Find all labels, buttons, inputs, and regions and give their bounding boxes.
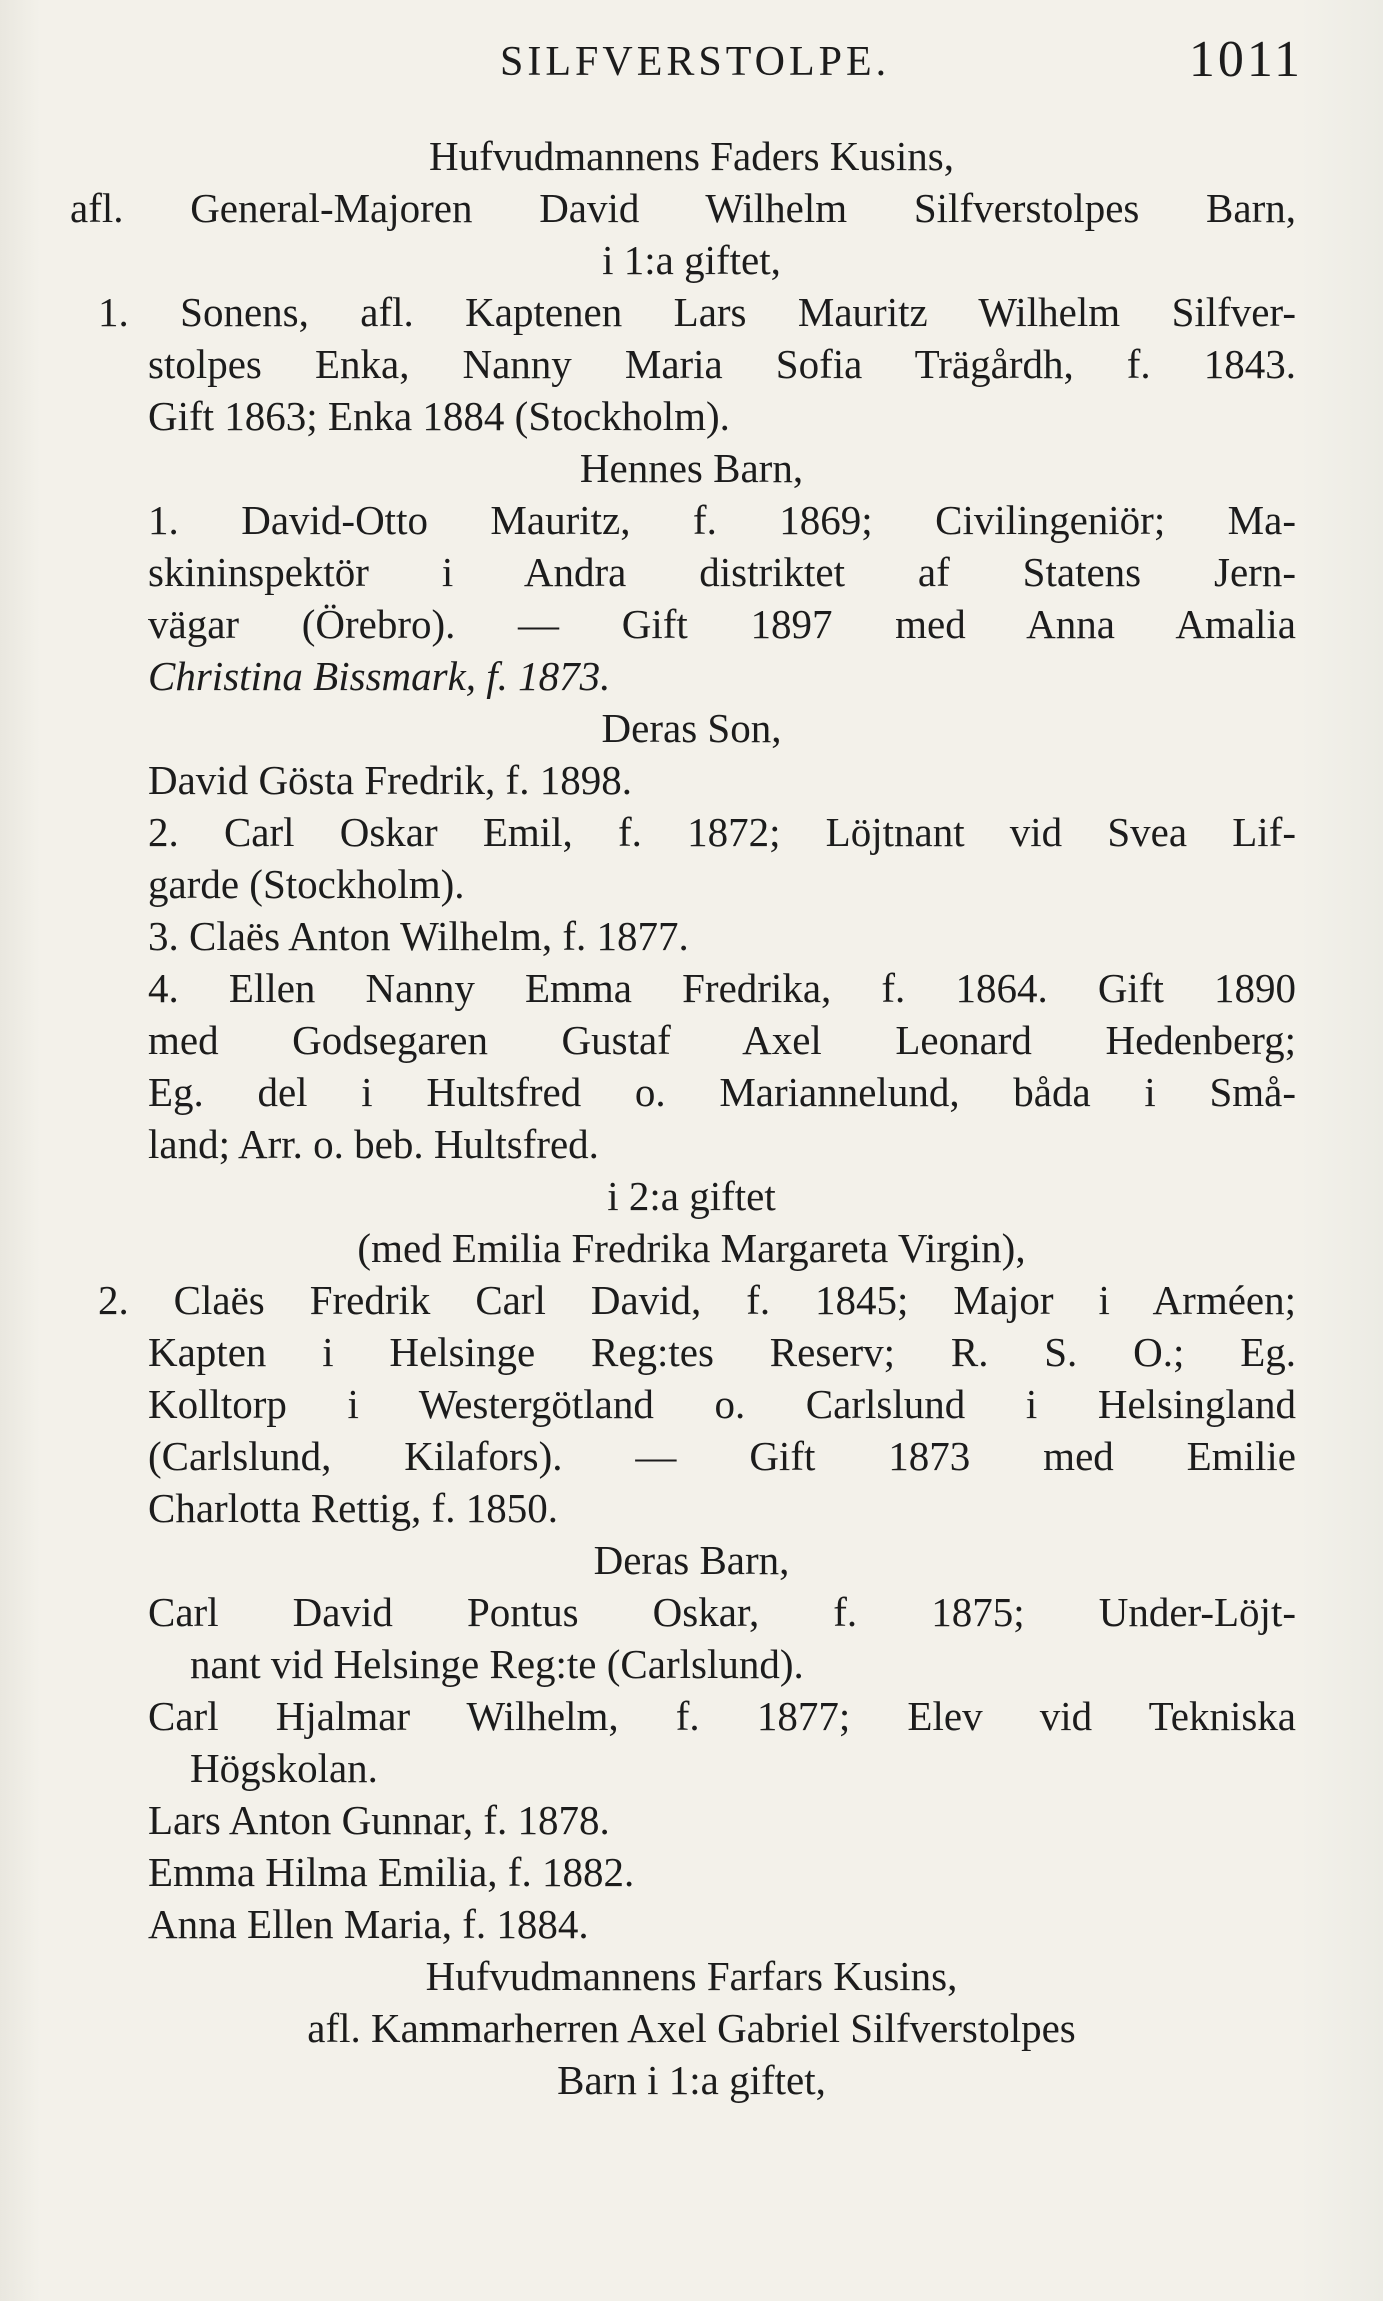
text-line: nant vid Helsinge Reg:te (Carlslund). <box>190 1641 804 1687</box>
text-line: vägar (Örebro). — Gift 1897 med Anna Amalia <box>148 601 1296 647</box>
section-subheading: i 2:a giftet <box>607 1173 776 1219</box>
entry-line: Emma Hilma Emilia, f. 1882. <box>148 1849 635 1895</box>
text-line: Kapten i Helsinge Reg:tes Reserv; R. S. O.; Eg. <box>148 1329 1296 1375</box>
entry-line: Carl Hjalmar Wilhelm, f. 1877; Elev vid Tekniska <box>148 1693 1296 1739</box>
text-line: Kolltorp i Westergötland o. Carlslund i Helsingland <box>148 1381 1296 1427</box>
text-line: afl. Kammarherren Axel Gabriel Silfverstolpes <box>307 2005 1076 2051</box>
text-line: Eg. del i Hultsfred o. Mariannelund, båda i Små- <box>148 1069 1296 1115</box>
text-line: Gift 1863; Enka 1884 (Stockholm). <box>148 393 730 439</box>
entry-line: 2. Carl Oskar Emil, f. 1872; Löjtnant vid Svea Lif- <box>148 809 1296 855</box>
page-header <box>0 30 1383 90</box>
running-head: SILFVERSTOLPE. <box>500 39 891 85</box>
section-heading: Hennes Barn, <box>579 445 804 491</box>
text-line: stolpes Enka, Nanny Maria Sofia Trägårdh, f. 1843. <box>148 341 1296 387</box>
entry-line: Anna Ellen Maria, f. 1884. <box>148 1901 589 1947</box>
text-line: Christina Bissmark, f. 1873. <box>148 653 611 699</box>
text-line: (Carlslund, Kilafors). — Gift 1873 med Emilie <box>148 1433 1296 1479</box>
section-subheading: (med Emilia Fredrika Margareta Virgin), <box>357 1225 1026 1271</box>
text-line: Högskolan. <box>190 1745 378 1791</box>
entry-line: 2. Claës Fredrik Carl David, f. 1845; Major i Arméen; <box>98 1277 1296 1323</box>
entry-line: 1. David-Otto Mauritz, f. 1869; Civilingeniör; Ma- <box>148 497 1296 543</box>
section-subheading: i 1:a giftet, <box>602 237 781 283</box>
text-line: afl. General-Majoren David Wilhelm Silfverstolpes Barn, <box>70 185 1296 231</box>
entry-line: 4. Ellen Nanny Emma Fredrika, f. 1864. Gift 1890 <box>148 965 1296 1011</box>
section-subheading: Barn i 1:a giftet, <box>557 2057 826 2103</box>
section-heading: Deras Son, <box>601 705 782 751</box>
section-heading: Hufvudmannens Faders Kusins, <box>429 133 954 179</box>
section-heading: Deras Barn, <box>593 1537 790 1583</box>
entry-line: 1. Sonens, afl. Kaptenen Lars Mauritz Wilhelm Silfver- <box>98 289 1296 335</box>
text-line: skininspektör i Andra distriktet af Statens Jern- <box>148 549 1296 595</box>
entry-line: David Gösta Fredrik, f. 1898. <box>148 757 632 803</box>
text-line: garde (Stockholm). <box>148 861 465 907</box>
text-line: Charlotta Rettig, f. 1850. <box>148 1485 558 1531</box>
text-line: med Godsegaren Gustaf Axel Leonard Hedenberg; <box>148 1017 1296 1063</box>
text-line: land; Arr. o. beb. Hultsfred. <box>148 1121 599 1167</box>
entry-line: Carl David Pontus Oskar, f. 1875; Under-Löjt- <box>148 1589 1296 1635</box>
entry-line: 3. Claës Anton Wilhelm, f. 1877. <box>148 913 689 959</box>
entry-line: Lars Anton Gunnar, f. 1878. <box>148 1797 610 1843</box>
section-heading: Hufvudmannens Farfars Kusins, <box>425 1953 958 1999</box>
page-number: 1011 <box>1188 31 1303 88</box>
